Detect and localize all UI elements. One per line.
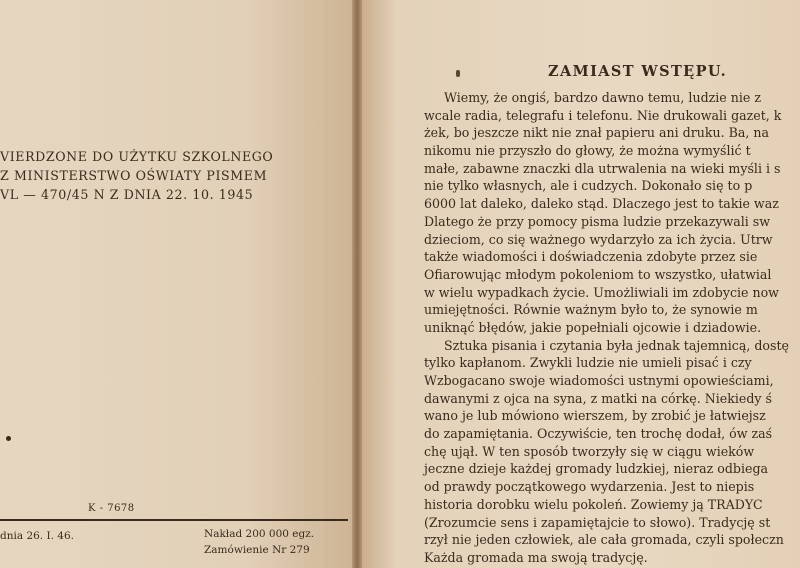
imprint-rule <box>0 519 348 521</box>
left-page <box>0 0 352 568</box>
body-text <box>424 89 800 567</box>
text-line: 6000 lat dalekо, daleko stąd. Dlaczego jest to takie waz <box>424 196 779 212</box>
chapter-title: ZAMIAST WSTĘPU. <box>548 63 728 80</box>
text-line: dawanymi z ojca na syna, z matki na córkę. Niekiedy ś <box>424 390 773 406</box>
approval-line: Z MINISTERSTWO OŚWIATY PISMEM <box>0 168 268 183</box>
print-date: dnia 26. I. 46. <box>0 530 74 542</box>
text-line: małe, zabawne znaczki dla utrwalenia na wieki myśli i s <box>424 160 781 176</box>
text-line: (Zrozumcie sens i zapamiętajcie to słowo). Tradycję st <box>424 514 771 530</box>
imprint-details <box>204 526 314 558</box>
text-line: w wielu wypadkach życie. Umożliwiali im zdobycie now <box>424 284 779 300</box>
page-mark <box>456 70 460 77</box>
text-line: Ofiarowując młodym pokoleniom to wszystko, ułatwial <box>424 266 772 282</box>
book-gutter <box>352 0 362 568</box>
approval-line: VIERDZONE DO UŻYTKU SZKOLNEGO <box>0 149 274 164</box>
ink-spot <box>6 436 11 441</box>
text-line: historia dorobku wielu pokoleń. Zowiemy ją TRADYC <box>424 496 763 512</box>
approval-line: VL — 470/45 N Z DNIA 22. 10. 1945 <box>0 187 254 202</box>
text-line: nikomu nie przyszło do głowy, że można wymyślić t <box>424 143 751 159</box>
print-run: Nakład 200 000 egz. <box>204 528 315 540</box>
text-line: Sztuka pisania i czytania była jednak tajemnicą, dostę <box>444 337 789 353</box>
text-line: Wiemy, że ongiś, bardzo dawno temu, ludzie nie z <box>444 90 761 105</box>
catalog-code: K - 7678 <box>88 503 135 514</box>
text-line: do zapamiętania. Oczywiście, ten trochę dodał, ów zaś <box>424 426 773 442</box>
text-line: wcale radia, telegrafu i telefonu. Nie drukowali gazet, k <box>424 107 782 123</box>
text-line: chę ujął. W ten sposób tworzyły się w ciągu wieków <box>424 443 755 459</box>
text-line: dzieciom, co się ważnego wydarzyło za ich życia. Utrw <box>424 231 773 247</box>
order-number: Zamówienie Nr 279 <box>204 544 310 556</box>
text-line: nie tylko własnych, ale i cudzych. Dokonało się to p <box>424 178 753 194</box>
text-line: także wiadomości i doświadczenia zdobyte przez sie <box>424 249 758 265</box>
text-line: żek, bo jeszcze nikt nie znał papieru ani druku. Ba, na <box>424 125 769 141</box>
text-line: umiejętności. Równie ważnym było to, że synowie m <box>424 302 758 318</box>
approval-notice <box>0 147 273 204</box>
text-line: Dlatego że przy pomocy pisma ludzie przekazywali sw <box>424 213 771 229</box>
text-line: wano je lub mówiono wierszem, by zrobić je łatwiejsz <box>424 408 766 424</box>
text-line: od prawdy początkowego wydarzenia. Jest to niepis <box>424 479 755 495</box>
text-line: Wzbogacano swoje wiadomości ustnymi opowieściami, <box>424 373 774 388</box>
text-line: tylko kapłanom. Zwykli ludzie nie umieli pisać i czy <box>424 355 752 371</box>
text-line: Każda gromada ma swoją tradycję. <box>424 549 648 565</box>
text-line: rzył nie jeden człowiek, ale cała gromada, czyli społeczn <box>424 532 784 548</box>
text-line: jeczne dzieje każdej gromady ludzkiej, nieraz odbiega <box>424 461 769 477</box>
text-line: uniknąć błędów, jakie popełniali ojcowie i dziadowie. <box>424 319 762 335</box>
